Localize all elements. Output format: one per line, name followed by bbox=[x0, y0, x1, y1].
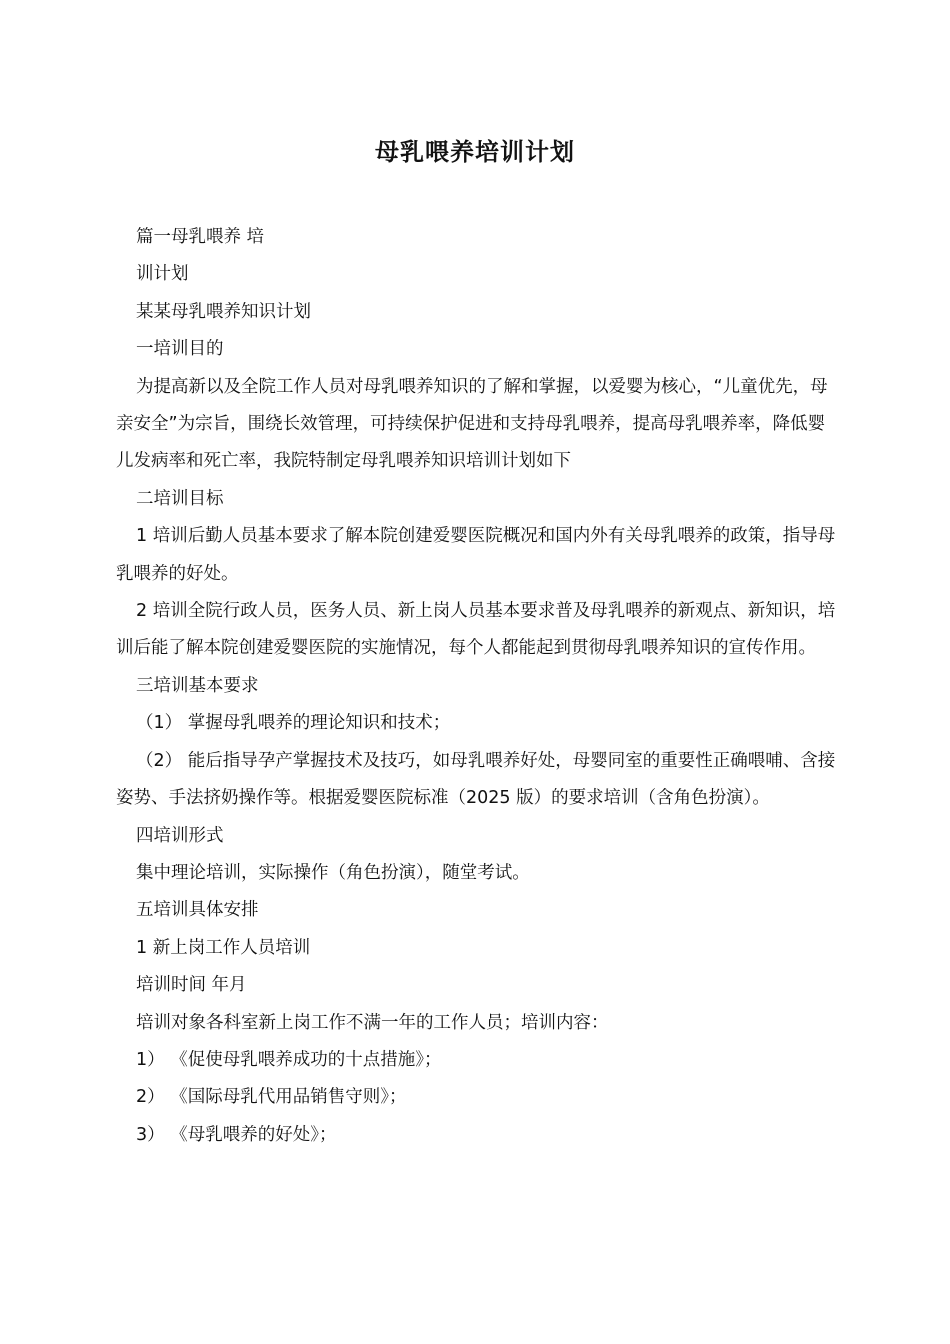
heading-training-purpose: 一培训目的 bbox=[136, 339, 224, 360]
paragraph-plan-name: 某某母乳喂养知识计划 bbox=[136, 301, 311, 322]
heading-training-schedule: 五培训具体安排 bbox=[136, 900, 259, 921]
paragraph-section-1-heading-part2: 训计划 bbox=[136, 264, 189, 285]
paragraph-new-staff-training: 1 新上岗工作人员培训 bbox=[136, 937, 311, 958]
paragraph-goal-1: 1 培训后勤人员基本要求了解本院创建爱婴医院概况和国内外有关母乳喂养的政策，指导母乳喂养的好处。 bbox=[116, 526, 836, 584]
paragraph-training-purpose: 为提高新以及全院工作人员对母乳喂养知识的了解和掌握，以爱婴为核心，“儿童优先，母亲安全”为宗旨，围绕长效管理，可持续保护促进和支持母乳喂养，提高母乳喂养率，降低婴儿发病率和死亡率，我院特制定母乳喂养知识培训计划如下 bbox=[116, 376, 828, 472]
document-title: 母乳喂养培训计划 bbox=[375, 138, 575, 166]
paragraph-training-format: 集中理论培训，实际操作（角色扮演），随堂考试。 bbox=[136, 862, 530, 883]
document-body bbox=[116, 219, 838, 1154]
paragraph-training-target: 培训对象各科室新上岗工作不满一年的工作人员；培训内容： bbox=[136, 1012, 609, 1033]
list-item-content-1: 1） 《促使母乳喂养成功的十点措施》； bbox=[136, 1049, 442, 1070]
heading-training-goals: 二培训目标 bbox=[136, 488, 224, 509]
heading-training-requirements: 三培训基本要求 bbox=[136, 675, 259, 696]
paragraph-requirement-1: （1） 掌握母乳喂养的理论知识和技术； bbox=[136, 713, 451, 734]
paragraph-requirement-2: （2） 能后指导孕产掌握技术及技巧，如母乳喂养好处，母婴同室的重要性正确喂哺、含接姿势、手法挤奶操作等。根据爱婴医院标准（2025 版）的要求培训（含角色扮演）。 bbox=[116, 750, 836, 809]
paragraph-section-1-heading-part1: 篇一母乳喂养 培 bbox=[136, 227, 265, 247]
paragraph-goal-2: 2 培训全院行政人员，医务人员、新上岗人员基本要求普及母乳喂养的新观点、新知识，培训后能了解本院创建爱婴医院的实施情况，每个人都能起到贯彻母乳喂养知识的宣传作用。 bbox=[116, 601, 836, 659]
list-item-content-3: 3） 《母乳喂养的好处》； bbox=[136, 1124, 337, 1145]
paragraph-training-time: 培训时间 年月 bbox=[136, 975, 247, 996]
list-item-content-2: 2） 《国际母乳代用品销售守则》； bbox=[136, 1087, 407, 1108]
heading-training-format: 四培训形式 bbox=[136, 825, 224, 846]
